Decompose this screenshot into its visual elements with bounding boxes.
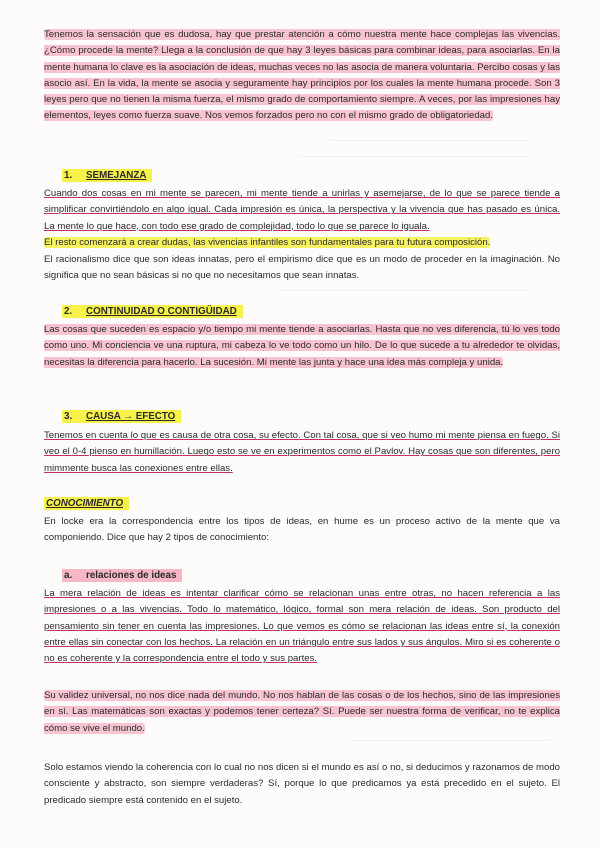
continuidad-paragraph: Las cosas que suceden es espacio y/o tiempo mi mente tiende a asociarlas. Hasta que no ves diferencia, tú lo ves todo como uno. Mi conciencia ve una ruptura, mi cabeza lo ve todo como un hilo. De lo que sucede a tu alrededor te olvidas, necesitas la diferencia para hacerlo. La sucesión. Mi mente las junta y hace una idea más compleja y unida.	[44, 324, 560, 368]
bleed-through-line	[300, 156, 530, 157]
conocimiento-paragraph: En locke era la correspondencia entre los tipos de ideas, en hume es un proceso activo de la mente que va componiendo. Dice que hay 2 tipos de conocimiento:	[44, 516, 560, 544]
causa-efecto-paragraph: Tenemos en cuenta lo que es causa de otra cosa, su efecto. Con tal cosa, que si veo humo mi mente piensa en fuego. Si veo el 0-4 pienso en humillación. Luego esto se ve en experimentos como el Pavlov. Hay cosas que son diferentes, pero mimmente busca las conexiones entre ellas.	[44, 430, 560, 474]
section-heading-causa-efecto: 3. CAUSA → EFECTO	[62, 410, 181, 424]
semejanza-paragraph-1: Cuando dos cosas en mi mente se parecen, mi mente tiende a unirlas y asemejarse, de lo que se parece tiende a simplificar convirtiéndolo en algo igual. Cada impresión es única, la perspectiva y la vivencia que has pasado es única. La mente lo que hace, con todo ese grado de complejidad, todo lo que se parece lo iguala.	[44, 188, 560, 232]
intro-text: Tenemos la sensación que es dudosa, hay que prestar atención a cómo nuestra mente hace complejas las vivencias. ¿Cómo procede la mente? Llega a la conclusión de que hay 3 leyes básicas para combinar ideas, para asociarlas. En la mente humana lo clave es la asociación de ideas, muchas veces no las asocia de manera voluntaria. Percibo cosas y las asocio así. En la vida, la mente se asocia y seguramente hay principios por los cuales la mente humana procede. Son 3 leyes pero que no tienen la misma fuerza, el mismo grado de comportamiento siempre. A veces, por las impresiones hay elementos, leyes como fuerza suave. Nos vemos forzados pero no con el mismo grado de obligatoriedad.	[44, 29, 560, 122]
section-heading-relaciones-de-ideas: a. relaciones de ideas	[62, 569, 182, 583]
bleed-through-line	[280, 290, 530, 291]
semejanza-paragraph-3: El racionalismo dice que son ideas innatas, pero el empirismo dice que es un modo de proceder en la imaginación. No significa que no sean básicas si no que no necesitamos que sean innatas.	[44, 254, 560, 282]
semejanza-paragraph-2: El resto comenzará a crear dudas, las vivencias infantiles son fundamentales para tu futura composición.	[44, 237, 491, 248]
section-heading-semejanza: 1. SEMEJANZA	[62, 169, 152, 183]
relaciones-paragraph-1: La mera relación de ideas es intentar clarificar cómo se relacionan unas entre otras, no hacen referencia a las impresiones o a las vivencias. Todo lo matemático, lógico, formal son mera relación de ideas. Son producto del pensamiento sin tener en cuenta las impresiones. Lo que vemos es cómo se relacionan las ideas entre sí, la conexión entre ellas sin conectar con los hechos. La relación en un triángulo entre sus lados y sus ángulos. Miro si es coherente o no es coherente y la correspondencia entre el todo y sus partes.	[44, 588, 560, 665]
relaciones-paragraph-3: Solo estamos viendo la coherencia con lo cual no nos dicen si el mundo es así o no, si deducimos y razonamos de modo consciente y abstracto, son siempre verdaderas? Sí, porque lo que predicamos ya está precedido en el sujeto. El predicado siempre está contenido en el sujeto.	[44, 762, 560, 806]
bleed-through-line	[330, 140, 530, 141]
section-heading-conocimiento: CONOCIMIENTO	[44, 497, 129, 511]
bleed-through-line	[350, 740, 550, 741]
section-heading-continuidad: 2. CONTINUIDAD O CONTIGÜIDAD	[62, 305, 243, 319]
relaciones-paragraph-2: Su validez universal, no nos dice nada del mundo. No nos hablan de las cosas o de los hechos, sino de las impresiones en sí. Las matemáticas son exactas y podemos tener certeza? Sí. Puede ser nuestra forma de verificar, no te explica cómo se vive el mundo.	[44, 690, 560, 734]
intro-paragraph	[44, 27, 560, 125]
